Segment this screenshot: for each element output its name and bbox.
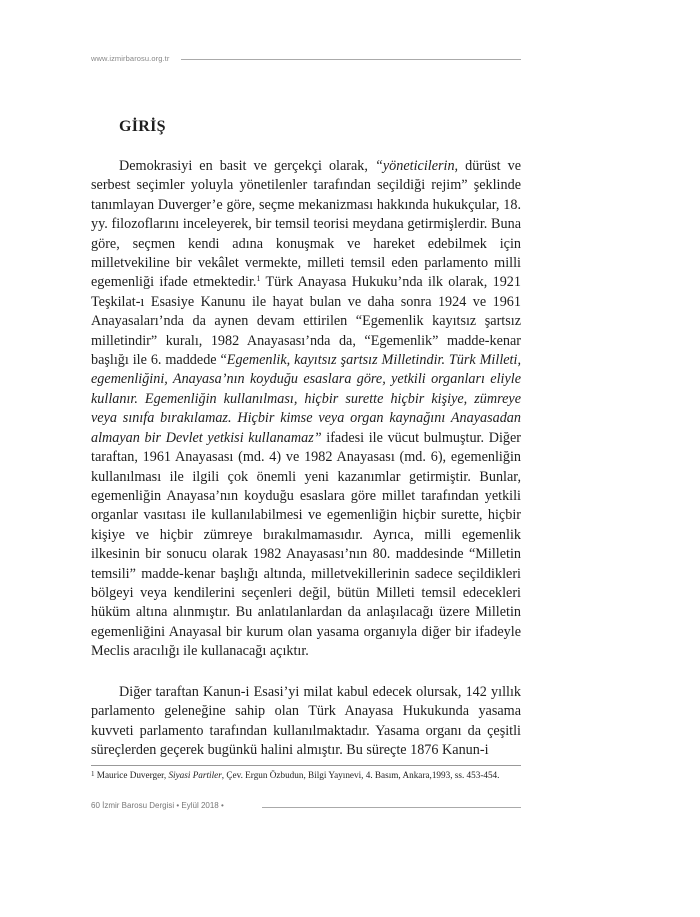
p1-quote-1: “yöneticilerin, [374, 158, 459, 174]
footnote-book-title: Siyasi Partiler [168, 770, 222, 780]
header-url: www.izmirbarosu.org.tr [91, 54, 170, 63]
footnote [91, 769, 521, 782]
page-footer: 60 İzmir Barosu Dergisi • Eylül 2018 • [91, 801, 224, 810]
footnote-details: , Çev. Ergun Özbudun, Bilgi Yayınevi, 4. Basım, Ankara,1993, ss. 453-454. [221, 770, 500, 780]
p1-text-2: dürüst ve serbest seçimler yoluyla yönetilenler tarafından seçildiği rejim” [91, 158, 521, 194]
p1-text-4: Türk Anayasa Hukuku’nda ilk olarak, 1921 Teşkilat-ı Esasiye Kanunu ile hayat bulan ve daha sonra 1924 ve 1961 Anayasaları’nda da aynen devam ettirilen “Egemenlik kayıtsız şartsız milletindir” kuralı, 1982 Anayasası’nda da, “Egemenlik” madde-kenar başlığı ile 6. maddede “ [91, 274, 521, 369]
p1-text-1: Demokrasiyi en basit ve gerçekçi olarak, [119, 158, 375, 174]
paragraph-1 [91, 157, 521, 662]
paragraph-2: Diğer taraftan Kanun-i Esasi’yi milat kabul edecek olursak, 142 yıllık parlamento geleneğine sahip olan Türk Anayasa Hukukunda yasama kuvveti parlamento tarafından kullanılmaktadır. Yasama organı da çeşitli süreçlerden geçerek bugünkü halini almıştır. Bu süreçte 1876 Kanun-i [91, 684, 521, 759]
footer-rule [262, 807, 521, 808]
section-title: GİRİŞ [119, 118, 166, 135]
p1-article-quote: Egemenlik, kayıtsız şartsız Milletindir. Türk Milleti, egemenliğini, Anayasa’nın koyduğu esaslara göre, yetkili organları eliyle kullanır. Egemenliğin kullanılması, hiçbir surette hiçbir kişiye, zümreye veya sınıfa bırakılamaz. Hiçbir kimse veya organ kaynağını Anayasadan almayan bir Devlet yetkisi kullanamaz” [91, 352, 521, 446]
footnote-author: Maurice Duverger, [94, 770, 169, 780]
footnote-mark: 1 [91, 770, 95, 778]
p1-text-5: ifadesi ile vücut bulmuştur. Diğer taraftan, 1961 Anayasası (md. 4) ve 1982 Anayasası (md. 6), egemenliğin kullanılması ile ilgili çok önemli yeni kazanımlar getirmiştir. Bunlar, egemenliğin Anayasa’nın koyduğu esaslara göre millet tarafından yetkili organlar vasıtası ile kullanılabilmesi ve egemenliğin hiçbir surette, hiçbir kişiye ve hiçbir zümreye bırakılmamasıdır. Ayrıca, milli egemenlik ilkesinin bir sonucu olarak 1982 Anayasası’nın 80. maddesinde “Milletin temsili” madde-kenar başlığı altında, milletvekillerinin sadece seçildikleri bölgeyi veya kendilerini seçenleri değil, bütün Milleti temsil edecekleri hüküm altına alınmıştır. Bu anlatılanlardan da anlaşılacağı üzere Milletin egemenliğini Anayasal bir kurum olan yasama organıyla diğer bir ifadeyle Meclis aracılığı ile kullanacağı açıktır. [91, 429, 522, 660]
footnote-rule [91, 765, 521, 766]
header-rule [181, 59, 521, 60]
footnote-ref: 1 [256, 274, 261, 284]
p1-text-3: şeklinde tanımlayan Duverger’e göre, seçme mekanizması hakkında hukukçular, 18. yy. filozoflarını inceleyerek, bir temsil teorisi meydana getirmişlerdir. Buna göre, seçmen kendi adına konuşmak ve hareket edebilmek için milletvekiline bir vekâlet vermekte, milleti temsil eden parlamento milli egemenliği ifade etmektedir. [91, 177, 521, 291]
